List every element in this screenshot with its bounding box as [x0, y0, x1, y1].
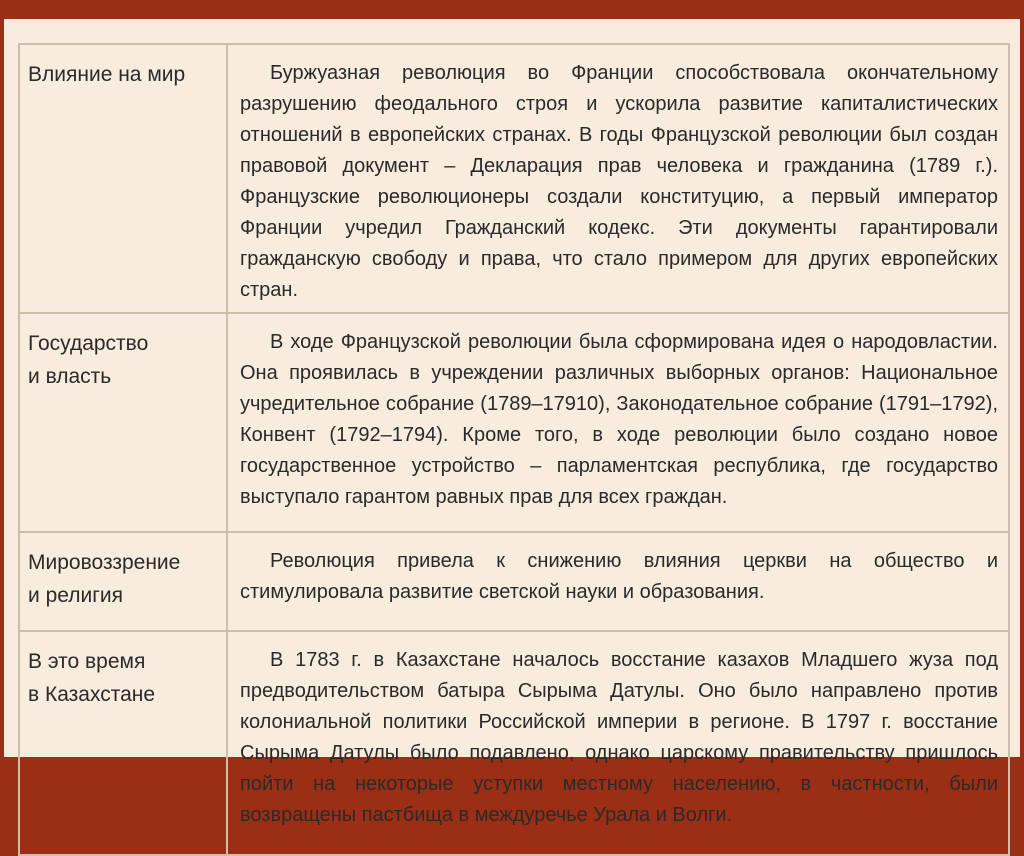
row-text-kazakhstan: В 1783 г. в Казахстане началось восстание казахов Младшего жуза под предводительством батыра Сырыма Датулы. Оно было направлено против колониальной политики Российской империи в регионе. В 1797 г. восстание Сырыма Датулы было подавлено, однако царскому правительству пришлось пойти на некоторые уступки местному населению, в частности, были возвращены пастбища в междуречье Урала и Волги. [227, 631, 1009, 855]
row-label-kazakhstan: В это время в Казахстане [19, 631, 227, 855]
row-label-world-impact: Влияние на мир [19, 44, 227, 313]
slide-page [4, 19, 1020, 826]
history-table [18, 43, 1010, 856]
row-text-worldview-religion: Революция привела к снижению влияния церкви на общество и стимулировала развитие светской науки и образования. [227, 532, 1009, 631]
table-row [19, 532, 1009, 631]
table-row [19, 313, 1009, 532]
row-label-worldview-religion: Мировоззрение и религия [19, 532, 227, 631]
row-label-state-power: Государство и власть [19, 313, 227, 532]
row-text-state-power: В ходе Французской революции была сформирована идея о народовластии. Она проявилась в учреждении различных выборных органов: Национальное учредительное собрание (1789–17910), Законодательное собрание (1791–1792), Конвент (1792–1794). Кроме того, в ходе революции было создано новое государственное устройство – парламентская республика, где государство выступало гарантом равных прав для всех граждан. [227, 313, 1009, 532]
row-text-world-impact: Буржуазная революция во Франции способствовала окончательному разрушению феодального строя и ускорила развитие капиталистических отношений в европейских странах. В годы Французской революции был создан правовой документ – Декларация прав человека и гражданина (1789 г.). Французские революционеры создали конституцию, а первый император Франции учредил Гражданский кодекс. Эти документы гарантировали гражданскую свободу и права, что стало примером для других европейских стран. [227, 44, 1009, 313]
table-row [19, 631, 1009, 855]
table-row [19, 44, 1009, 313]
